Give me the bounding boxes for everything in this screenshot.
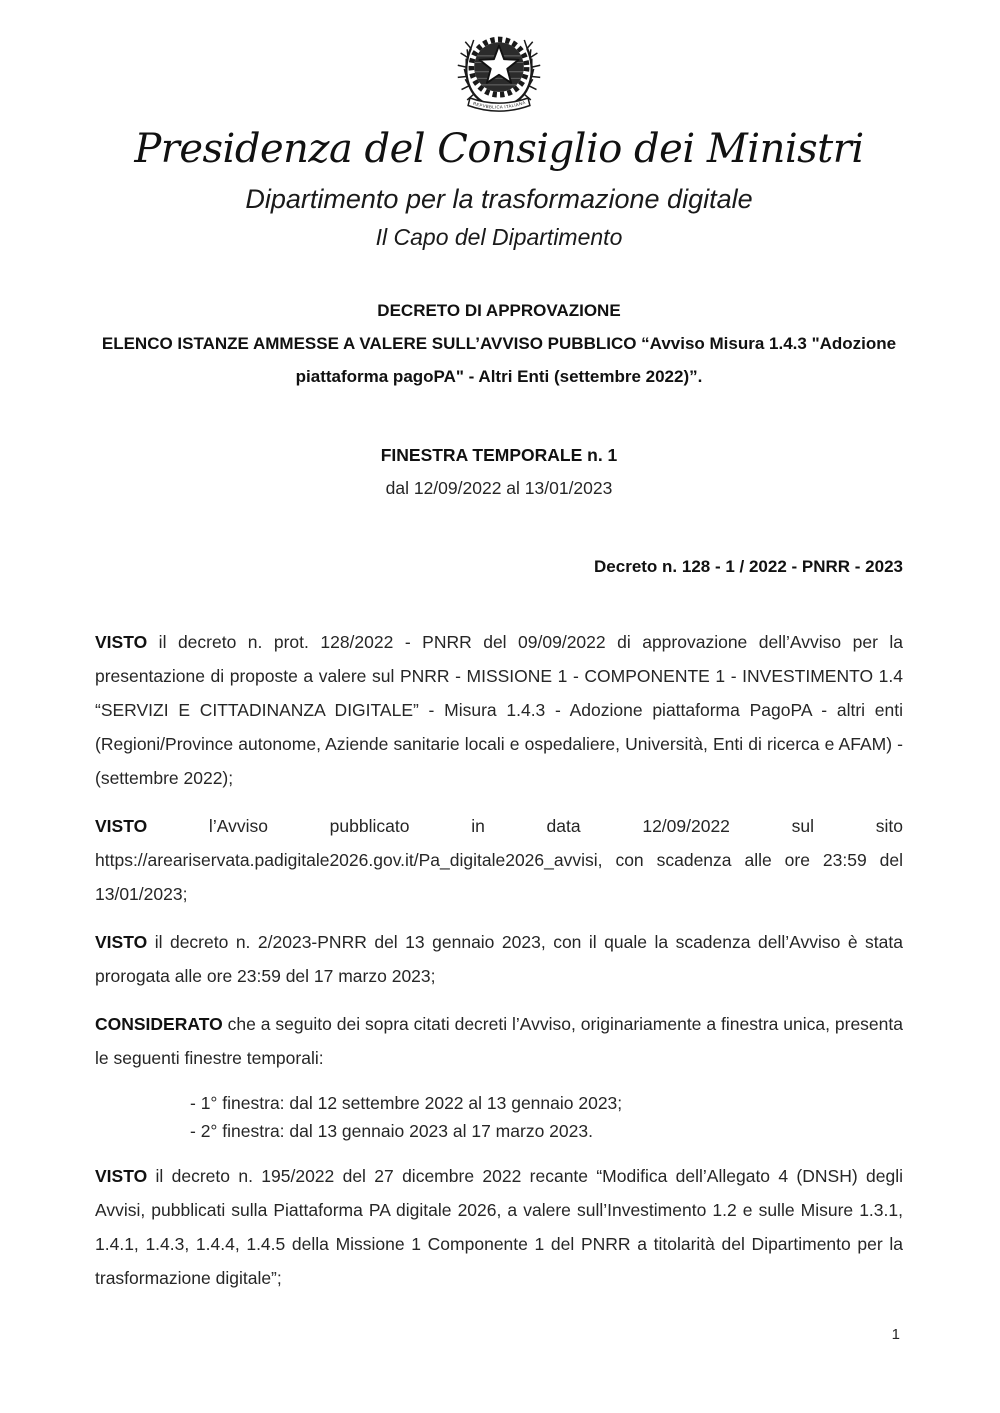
paragraph-considerato	[95, 1007, 903, 1075]
role-title: Il Capo del Dipartimento	[375, 224, 623, 250]
page-number: 1	[891, 1326, 900, 1343]
italian-republic-emblem-icon	[452, 24, 546, 113]
department-title: Dipartimento per la trasformazione digitale	[245, 184, 753, 214]
decree-number: Decreto n. 128 - 1 / 2022 - PNRR - 2023	[594, 557, 903, 576]
paragraph-lead: VISTO	[95, 632, 148, 652]
window-heading: FINESTRA TEMPORALE n. 1	[380, 445, 618, 465]
paragraph-lead: VISTO	[95, 816, 148, 836]
decree-title-line2: ELENCO ISTANZE AMMESSE A VALERE SULL’AVVISO PUBBLICO “Avviso Misura 1.4.3 "Adozione piattaforma pagoPA" - Altri Enti (settembre 2022)”.	[101, 334, 897, 386]
paragraph-visto-1	[95, 625, 903, 795]
emblem-container	[95, 0, 903, 114]
paragraph-visto-4	[95, 1159, 903, 1295]
paragraph-text: il decreto n. 195/2022 del 27 dicembre 2022 recante “Modifica dell’Allegato 4 (DNSH) degli Avvisi, pubblicati sulla Piattaforma PA digitale 2026, a valere sull’Investimento 1.2 e sulle Misure 1.3.1, 1.4.1, 1.4.3, 1.4.4, 1.4.5 della Missione 1 Componente 1 del PNRR a titolarità del Dipartimento per la trasformazione digitale”;	[95, 1166, 903, 1288]
paragraph-lead: VISTO	[95, 1166, 148, 1186]
decree-body	[95, 625, 903, 1295]
paragraph-lead: VISTO	[95, 932, 148, 952]
paragraph-text: l’Avviso pubblicato in data 12/09/2022 sul sito https://areariservata.padigitale2026.gov.it/Pa_digitale2026_avvisi, con scadenza alle ore 23:59 del 13/01/2023;	[95, 816, 903, 904]
window-dates: dal 12/09/2022 al 13/01/2023	[385, 478, 613, 498]
paragraph-text: il decreto n. prot. 128/2022 - PNRR del 09/09/2022 di approvazione dell’Avviso per la presentazione di proposte a valere sul PNRR - MISSIONE 1 - COMPONENTE 1 - INVESTIMENTO 1.4 “SERVIZI E CITTADINANZA DIGITALE” - Misura 1.4.3 - Adozione piattaforma PagoPA - altri enti (Regioni/Province autonome, Aziende sanitarie locali e ospedaliere, Università, Enti di ricerca e AFAM) - (settembre 2022);	[95, 632, 903, 788]
paragraph-visto-3	[95, 925, 903, 993]
paragraph-lead: CONSIDERATO	[95, 1014, 223, 1034]
paragraph-text: il decreto n. 2/2023-PNRR del 13 gennaio 2023, con il quale la scadenza dell’Avviso è stata prorogata alle ore 23:59 del 17 marzo 2023;	[95, 932, 903, 986]
window-block	[95, 439, 903, 505]
paragraph-text: che a seguito dei sopra citati decreti l’Avviso, originariamente a finestra unica, presenta le seguenti finestre temporali:	[95, 1014, 903, 1068]
window-list	[190, 1089, 903, 1145]
decree-title	[95, 294, 903, 393]
decree-title-line1: DECRETO DI APPROVAZIONE	[377, 301, 621, 320]
list-item: - 2° finestra: dal 13 gennaio 2023 al 17 marzo 2023.	[190, 1121, 593, 1141]
list-item: - 1° finestra: dal 12 settembre 2022 al 13 gennaio 2023;	[190, 1093, 623, 1113]
paragraph-visto-2	[95, 809, 903, 911]
emblem-banner-text: REPVBBLICA ITALIANA	[472, 99, 527, 110]
institution-title: Presidenza del Consiglio dei Ministri	[134, 126, 864, 172]
